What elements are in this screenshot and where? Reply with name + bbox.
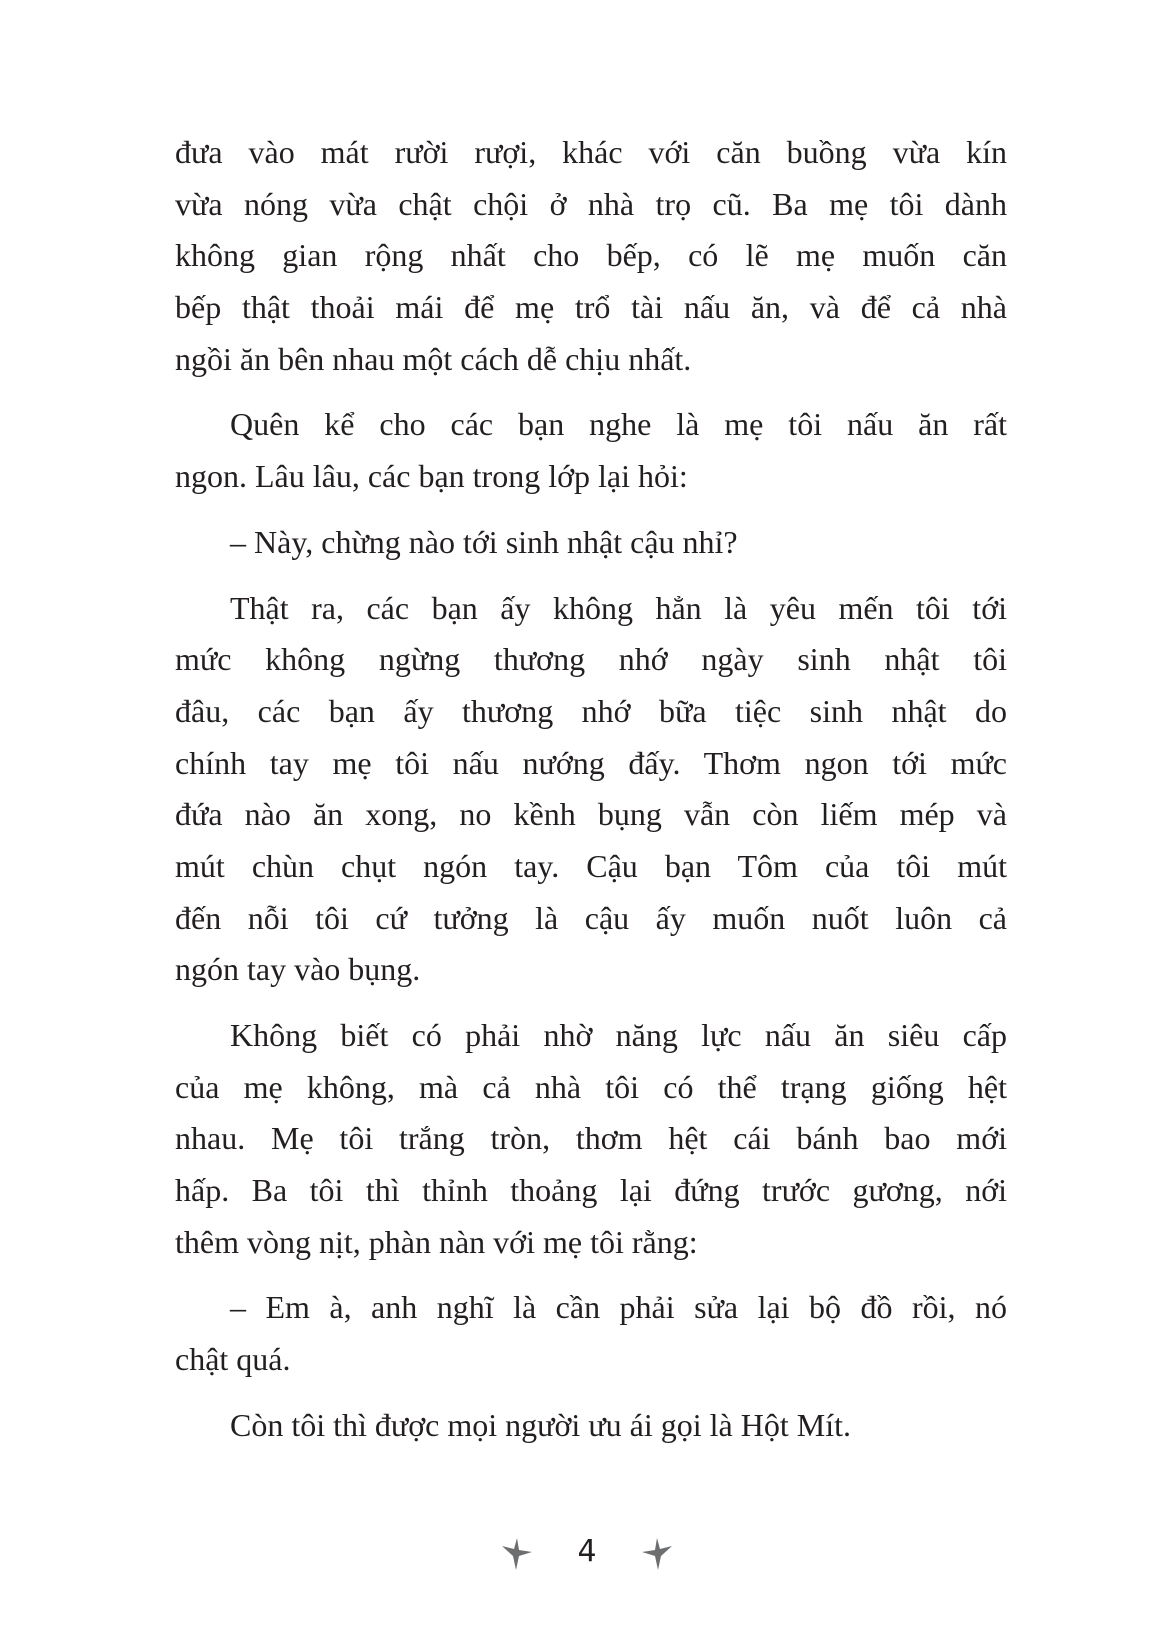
text-line: mức không ngừng thương nhớ ngày sinh nhật tôi <box>175 641 1007 678</box>
text-line: mút chùn chụt ngón tay. Cậu bạn Tôm của tôi mút <box>175 847 1007 884</box>
text-line: chính tay mẹ tôi nấu nướng đấy. Thơm ngon tới mức <box>175 744 1007 781</box>
text-line: Quên kể cho các bạn nghe là mẹ tôi nấu ăn rất <box>230 406 1007 443</box>
body-text <box>175 127 1007 1466</box>
text-line: đến nỗi tôi cứ tưởng là cậu ấy muốn nuốt luôn cả <box>175 899 1007 936</box>
text-line: đứa nào ăn xong, no kềnh bụng vẫn còn liếm mép và <box>175 796 1007 833</box>
text-line: của mẹ không, mà cả nhà tôi có thể trạng giống hệt <box>175 1068 1007 1105</box>
paragraph <box>175 127 1007 385</box>
paragraph <box>175 517 1007 569</box>
paragraph <box>175 583 1007 997</box>
star-icon <box>640 1536 676 1572</box>
paragraph <box>175 399 1007 502</box>
text-line: ngón tay vào bụng. <box>175 951 421 988</box>
text-line: – Này, chừng nào tới sinh nhật cậu nhỉ? <box>230 523 738 560</box>
page-number: 4 <box>577 1534 597 1569</box>
text-line: Thật ra, các bạn ấy không hẳn là yêu mến tôi tới <box>230 589 1007 626</box>
text-line: Còn tôi thì được mọi người ưu ái gọi là Hột Mít. <box>230 1406 851 1443</box>
text-line: không gian rộng nhất cho bếp, có lẽ mẹ muốn căn <box>175 237 1007 274</box>
text-line: thêm vòng nịt, phàn nàn với mẹ tôi rằng: <box>175 1223 698 1260</box>
paragraph <box>175 1400 1007 1452</box>
text-line: vừa nóng vừa chật chội ở nhà trọ cũ. Ba mẹ tôi dành <box>175 185 1007 222</box>
text-line: Không biết có phải nhờ năng lực nấu ăn siêu cấp <box>230 1017 1007 1053</box>
text-line: nhau. Mẹ tôi trắng tròn, thơm hệt cái bánh bao mới <box>175 1120 1007 1157</box>
text-line: hấp. Ba tôi thì thỉnh thoảng lại đứng trước gương, nới <box>175 1172 1007 1209</box>
text-line: đâu, các bạn ấy thương nhớ bữa tiệc sinh nhật do <box>175 692 1007 729</box>
page-footer <box>0 1530 1174 1586</box>
paragraph <box>175 1010 1007 1268</box>
text-line: ngồi ăn bên nhau một cách dễ chịu nhất. <box>175 340 692 377</box>
text-line: đưa vào mát rười rượi, khác với căn buồng vừa kín <box>175 134 1007 170</box>
text-line: – Em à, anh nghĩ là cần phải sửa lại bộ đồ rồi, nó <box>230 1289 1007 1326</box>
text-line: chật quá. <box>175 1341 291 1378</box>
paragraph <box>175 1282 1007 1385</box>
star-icon <box>498 1536 534 1572</box>
text-line: ngon. Lâu lâu, các bạn trong lớp lại hỏi: <box>175 458 688 495</box>
text-line: bếp thật thoải mái để mẹ trổ tài nấu ăn, và để cả nhà <box>175 289 1007 326</box>
